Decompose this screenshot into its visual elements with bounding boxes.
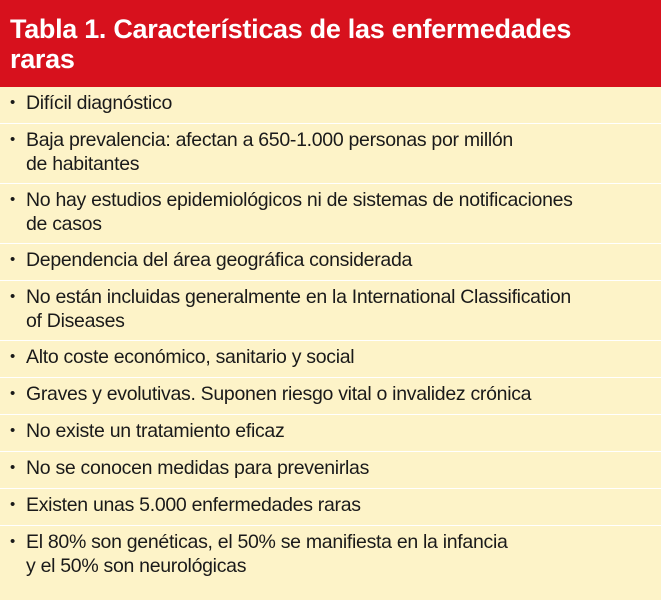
table-title-line-1: Tabla 1. Características de las enfermedades [10, 14, 572, 44]
item-text: Baja prevalencia: afectan a 650-1.000 personas por millón [26, 129, 513, 151]
bullet-icon: • [10, 385, 15, 402]
item-text: No están incluidas generalmente en la International Classification [26, 286, 571, 308]
bullet-icon: • [10, 348, 15, 365]
table-title-line-2: raras [10, 44, 75, 74]
item-text: No se conocen medidas para prevenirlas [26, 457, 370, 479]
bullet-icon: • [10, 288, 15, 305]
list-item [0, 341, 661, 378]
list-item [0, 184, 661, 244]
list-item [0, 526, 661, 586]
list-item [0, 378, 661, 415]
item-text: Existen unas 5.000 enfermedades raras [26, 494, 361, 516]
characteristics-list [0, 87, 661, 586]
item-text: Difícil diagnóstico [26, 92, 173, 114]
item-text: Graves y evolutivas. Suponen riesgo vital o invalidez crónica [26, 383, 532, 405]
bullet-icon: • [10, 422, 15, 439]
bullet-icon: • [10, 191, 15, 208]
item-text-continued: y el 50% son neurológicas [26, 555, 247, 577]
bullet-icon: • [10, 131, 15, 148]
list-item [0, 124, 661, 184]
bullet-icon: • [10, 94, 15, 111]
bullet-icon: • [10, 251, 15, 268]
bullet-icon: • [10, 533, 15, 550]
item-text-continued: de habitantes [26, 153, 140, 175]
bullet-icon: • [10, 496, 15, 513]
list-item [0, 281, 661, 341]
list-item [0, 244, 661, 281]
item-text: Alto coste económico, sanitario y social [26, 346, 355, 368]
item-text-continued: of Diseases [26, 310, 125, 332]
item-text: El 80% son genéticas, el 50% se manifiesta en la infancia [26, 531, 508, 553]
list-item [0, 415, 661, 452]
list-item [0, 87, 661, 124]
table-title [0, 0, 661, 87]
item-text: No existe un tratamiento eficaz [26, 420, 285, 442]
item-text: No hay estudios epidemiológicos ni de sistemas de notificaciones [26, 189, 573, 211]
list-item [0, 489, 661, 526]
item-text: Dependencia del área geográfica considerada [26, 249, 413, 271]
bullet-icon: • [10, 459, 15, 476]
item-text-continued: de casos [26, 213, 102, 235]
list-item [0, 452, 661, 489]
